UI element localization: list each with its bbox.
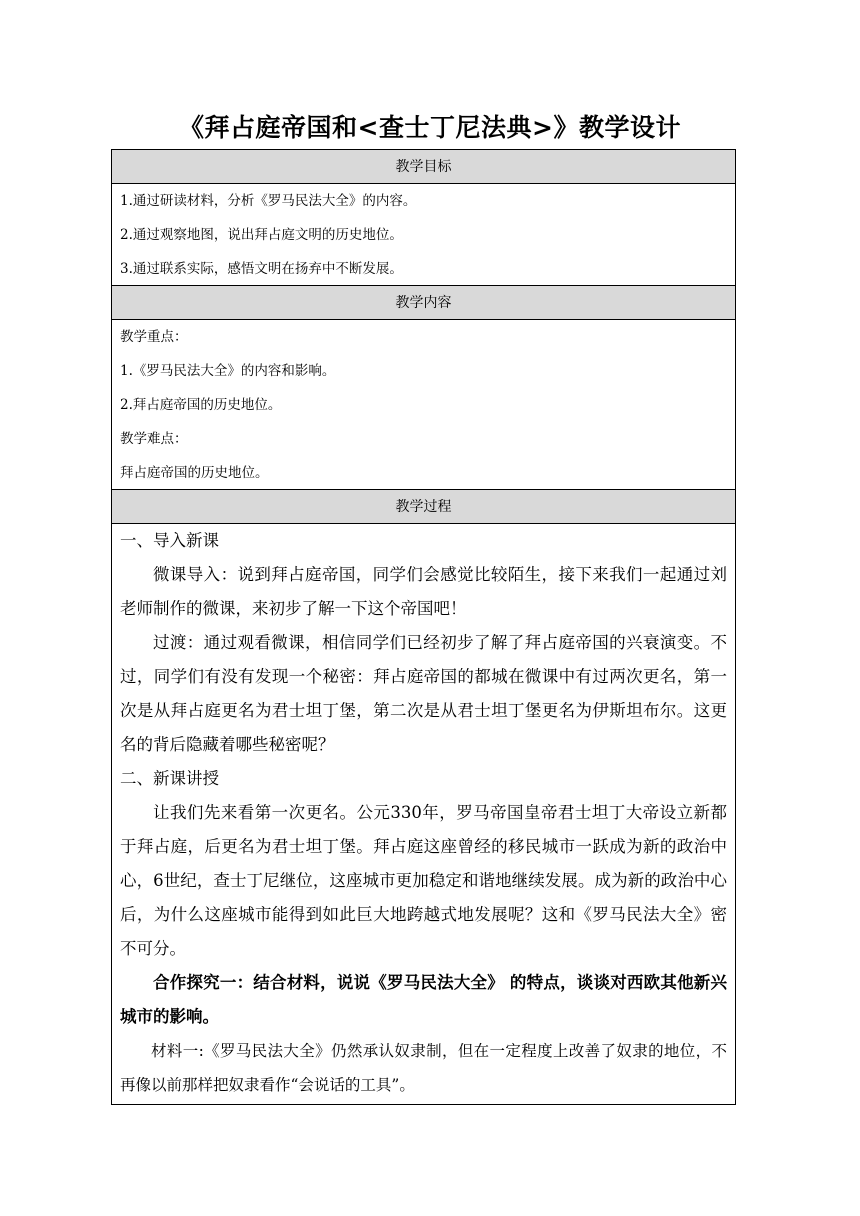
difficult-point-item: 拜占庭帝国的历史地位。 — [120, 465, 269, 481]
lesson-plan-table — [111, 149, 736, 1105]
key-points-label: 教学重点： — [120, 329, 188, 345]
process-cell — [112, 524, 735, 1104]
key-point-item: 1.《罗马民法大全》的内容和影响。 — [120, 363, 336, 379]
goal-item: 2.通过观察地图，说出拜占庭文明的历史地位。 — [120, 227, 403, 243]
goals-cell — [112, 184, 735, 286]
content-cell — [112, 320, 735, 490]
difficult-points-label: 教学难点： — [120, 431, 188, 447]
document-title: 《拜占庭帝国和<查士丁尼法典>》教学设计 — [179, 113, 681, 142]
section-heading-new-lesson: 二、新课讲授 — [120, 769, 219, 788]
goals-header: 教学目标 — [112, 150, 735, 184]
cooperative-inquiry-one: 合作探究一：结合材料，说说《罗马民法大全》 的特点，谈谈对西欧其他新兴城市的影响。 — [120, 973, 727, 1026]
paragraph-first-rename: 让我们先来看第一次更名。公元330年，罗马帝国皇帝君士坦丁大帝设立新都于拜占庭，后更名为君士坦丁堡。拜占庭这座曾经的移民城市一跃成为新的政治中心，6世纪，查士丁尼继位，这座城市更加稳定和谐地继续发展。成为新的政治中心后，为什么这座城市能得到如此巨大地跨越式地发展呢？这和《罗马民法大全》密不可分。 — [120, 803, 727, 958]
key-point-item: 2.拜占庭帝国的历史地位。 — [120, 397, 282, 413]
section-heading-intro: 一、导入新课 — [120, 531, 219, 550]
goal-item: 1.通过研读材料，分析《罗马民法大全》的内容。 — [120, 193, 417, 209]
goal-item: 3.通过联系实际，感悟文明在扬弃中不断发展。 — [120, 261, 403, 277]
material-one: 材料一:《罗马民法大全》仍然承认奴隶制，但在一定程度上改善了奴隶的地位，不再像以前那样把奴隶看作“会说话的工具”。 — [120, 1042, 727, 1094]
content-header: 教学内容 — [112, 286, 735, 320]
paragraph-micro-lesson: 微课导入：说到拜占庭帝国，同学们会感觉比较陌生，接下来我们一起通过刘老师制作的微课，来初步了解一下这个帝国吧！ — [120, 565, 727, 618]
paragraph-transition: 过渡：通过观看微课，相信同学们已经初步了解了拜占庭帝国的兴衰演变。不过，同学们有没有发现一个秘密：拜占庭帝国的都城在微课中有过两次更名，第一次是从拜占庭更名为君士坦丁堡，第二次是从君士坦丁堡更名为伊斯坦布尔。这更名的背后隐藏着哪些秘密呢？ — [120, 633, 727, 754]
process-header: 教学过程 — [112, 490, 735, 524]
